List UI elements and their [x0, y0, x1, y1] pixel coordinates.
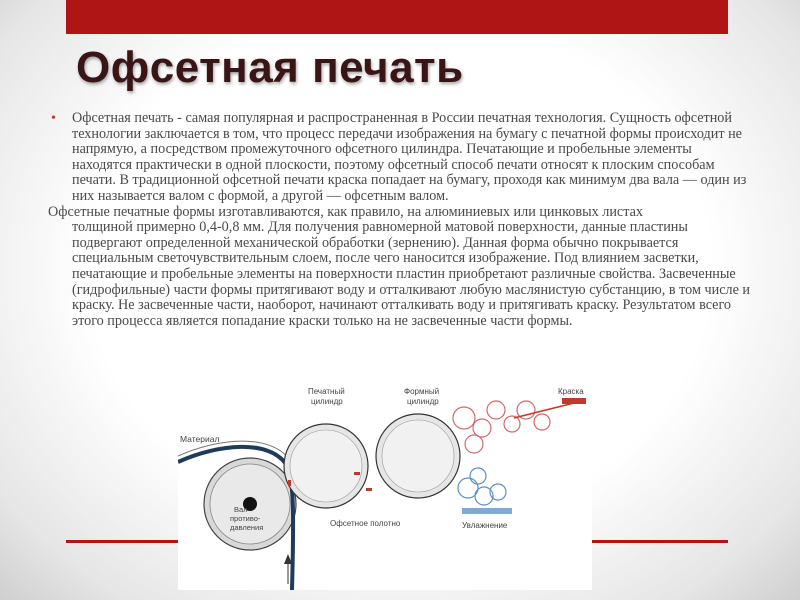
bullet-paragraph — [48, 111, 754, 205]
bottom-rule-right — [592, 540, 728, 543]
offset-printing-diagram — [178, 384, 592, 590]
ink-mark — [366, 488, 372, 491]
label-counter-2: противо- — [230, 514, 261, 523]
label-print-cylinder-2: цилиндр — [311, 397, 343, 406]
slide-body — [48, 111, 754, 329]
label-form-cylinder-1: Формный — [404, 387, 440, 396]
dampening-tray — [462, 508, 512, 514]
label-dampening: Увлажнение — [462, 521, 508, 530]
label-print-cylinder-1: Печатный — [308, 387, 345, 396]
paragraph-2-first-line: Офсетные печатные формы изготавливаются, как правило, на алюминиевых или цинковых листах — [48, 203, 643, 220]
label-form-cylinder-2: цилиндр — [407, 397, 439, 406]
offset-cylinder-inner — [290, 430, 362, 502]
ink-fountain — [562, 398, 586, 404]
label-counter-3: давления — [230, 523, 264, 532]
paragraph-2 — [48, 205, 754, 330]
ink-mark — [354, 472, 360, 475]
paragraph-2-text: толщиной примерно 0,4-0,8 мм. Для получения равномерной матовой поверхности, данные пластины подвергают определенной механической обработки (зернению). Данная форма обычно покрывается специальным светочувствительным слоем, после чего наносится изображение. Под влиянием засветки, печатающие и пробельные элементы на поверхности пластин приобретают различные свойства. Засвеченные (гидрофильные) части формы притягивают воду и отталкивают любую маслянистую субстанцию, в том числе и краску. Не засвеченные части, наоборот, начинают отталкивать воду и притягивать краску. Результатом всего этого процесса является попадание краски только на не засвеченные части формы. — [72, 219, 751, 329]
bottom-rule-left — [66, 540, 178, 543]
form-cylinder-inner — [382, 420, 454, 492]
label-counter-1: Вал — [234, 505, 248, 514]
label-offset-blanket: Офсетное полотно — [330, 519, 401, 528]
bullet-icon: • — [51, 111, 56, 126]
label-ink: Краска — [558, 387, 584, 396]
label-material: Материал — [180, 434, 220, 444]
dampening-rollers — [458, 468, 506, 505]
diagram-svg — [178, 384, 592, 590]
paragraph-1-text: Офсетная печать - самая популярная и распространенная в России печатная технология. Сущность офсетной технологии заключается в том, что процесс передачи изображения на бумагу с печатной формы происходит не напрямую, а посредством промежуточного офсетного цилиндра. Печатающие и пробельные элементы находятся практически в одной плоскости, поэтому офсетный способ печати относят к плоским способам печати. В традиционной офсетной печати краска попадает на бумагу, проходя как минимум два вала — один из них называется валом с формой, а другой — офсетным валом. — [72, 110, 747, 204]
slide-title: Офсетная печать — [76, 43, 464, 92]
title-accent-bar — [66, 0, 728, 34]
ink-mark — [288, 480, 291, 486]
ink-rollers — [453, 401, 550, 453]
